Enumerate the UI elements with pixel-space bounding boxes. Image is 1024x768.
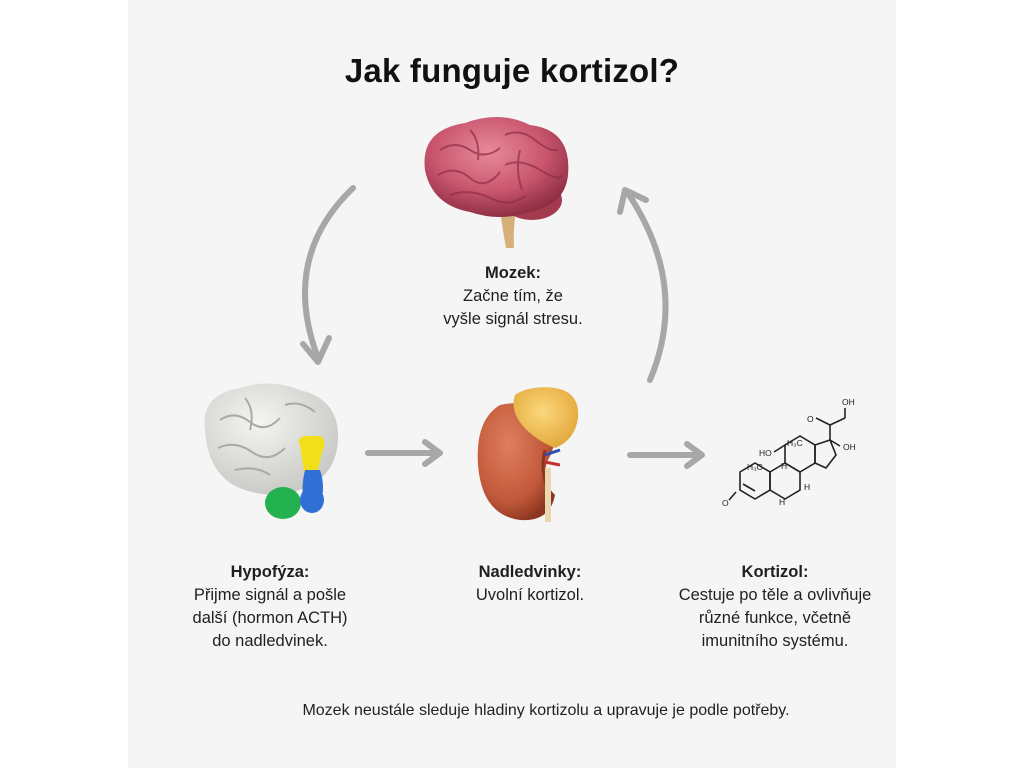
footer-note: Mozek neustále sleduje hladiny kortizolu a upravuje je podle potřeby. <box>302 702 790 719</box>
molecule-h-2: H <box>779 497 786 507</box>
step-line: Začne tím, že <box>463 287 563 305</box>
step-line: Přijme signál a pošle <box>193 586 347 604</box>
brain-icon <box>425 117 569 248</box>
molecule-o-side: O <box>807 414 814 424</box>
arrow-brain-to-pituitary <box>303 188 353 362</box>
step-line: do nadledvinek. <box>212 632 328 650</box>
step-line: další (hormon ACTH) <box>192 609 348 627</box>
step-heading: Nadledvinky: <box>478 563 582 581</box>
molecule-h-1: H <box>781 461 788 471</box>
molecule-oh-side: OH <box>843 442 856 452</box>
molecule-ho: HO <box>759 448 772 458</box>
page-title: Jak funguje kortizol? <box>344 52 680 89</box>
step-hypofyza <box>150 561 390 653</box>
step-line: imunitního systému. <box>701 632 849 650</box>
step-line: Cestuje po těle a ovlivňuje <box>678 586 872 604</box>
step-line: vyšle signál stresu. <box>443 310 583 328</box>
molecule-h-3: H <box>804 482 811 492</box>
cortisol-molecule-icon <box>729 408 845 500</box>
step-line: různé funkce, včetně <box>698 609 852 627</box>
molecule-h3c-2: H₃C <box>787 438 803 448</box>
step-line: Uvolní kortizol. <box>475 586 585 604</box>
arrow-pituitary-to-adrenals <box>368 442 440 464</box>
step-nadledvinky <box>420 561 640 607</box>
step-kortizol <box>652 561 898 653</box>
adrenal-kidney-icon <box>478 387 578 522</box>
molecule-oh-top: OH <box>842 397 855 407</box>
step-heading: Kortizol: <box>741 563 809 581</box>
step-mozek <box>368 262 658 331</box>
molecule-o-bottom: O <box>722 498 729 508</box>
step-heading: Hypofýza: <box>230 563 310 581</box>
arrow-adrenals-to-cortisol <box>630 444 702 466</box>
pituitary-icon <box>204 383 338 519</box>
molecule-h3c-1: H₃C <box>747 462 763 472</box>
step-heading: Mozek: <box>485 264 541 282</box>
